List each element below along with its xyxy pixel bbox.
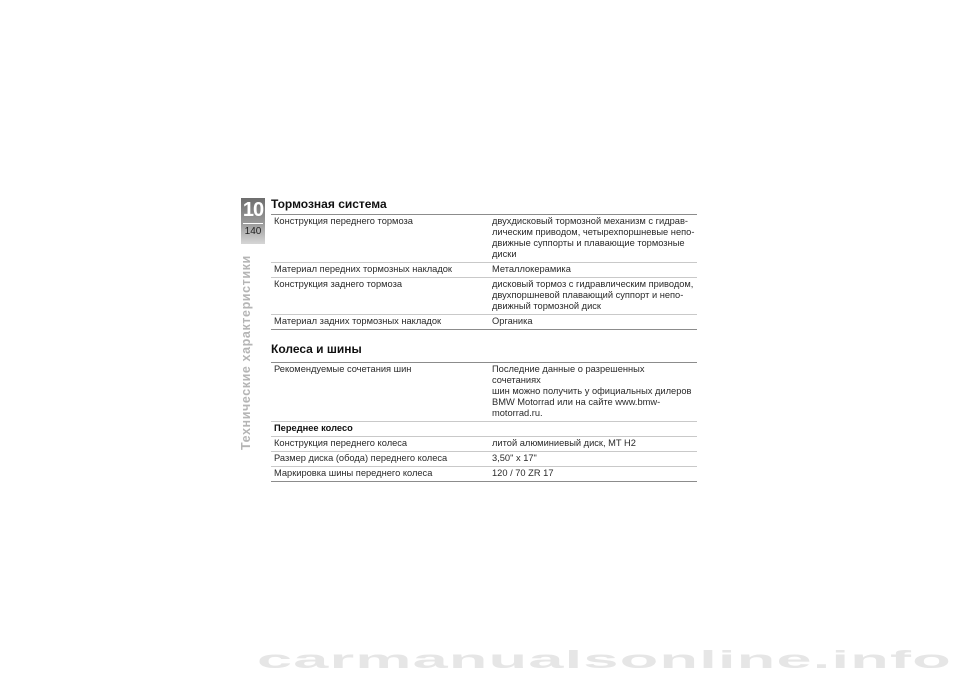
spec-value-line: дисковый тормоз с гидравлическим приводом, [492, 279, 694, 289]
svg-text:carmanualsonline.info: carmanualsonline.info [257, 646, 952, 674]
spec-value-line: двухпоршневой плавающий суппорт и непо- [492, 290, 684, 300]
table-row [271, 452, 697, 467]
wheels-section [271, 341, 697, 482]
chapter-number: 10 [242, 199, 264, 221]
table-row [271, 278, 697, 315]
spec-label: Конструкция заднего тормоза [271, 278, 492, 315]
table-row [271, 215, 697, 263]
spec-value: 120 / 70 ZR 17 [492, 467, 697, 482]
spec-value: литой алюминиевый диск, MT H2 [492, 437, 697, 452]
chapter-title-vertical: Технические характеристики [239, 255, 253, 450]
wheels-heading: Колеса и шины [271, 342, 362, 356]
brakes-section [271, 196, 697, 330]
chapter-divider [243, 223, 263, 224]
spec-label: Материал передних тормозных накладок [271, 263, 492, 278]
spec-label: Рекомендуемые сочетания шин [271, 363, 492, 422]
spec-value: 3,50" x 17" [492, 452, 697, 467]
spec-value-line: движный тормозной диск [492, 301, 601, 311]
spec-value-line: лическим приводом, четырехпоршневые непо- [492, 227, 695, 237]
table-row [271, 467, 697, 482]
spec-value-line: диски [492, 249, 517, 259]
table-row [271, 263, 697, 278]
spec-label: Конструкция переднего колеса [271, 437, 492, 452]
spec-value [492, 215, 697, 263]
wheels-table [271, 362, 697, 482]
spec-value-line: Последние данные о разрешенных сочетаниях [492, 364, 645, 385]
table-row [271, 422, 697, 437]
page-number: 140 [244, 226, 262, 237]
brakes-table [271, 214, 697, 330]
brakes-heading: Тормозная система [271, 197, 387, 211]
spec-value [492, 278, 697, 315]
spec-label: Конструкция переднего тормоза [271, 215, 492, 263]
spec-value-line: двухдисковый тормозной механизм с гидрав- [492, 216, 689, 226]
spec-label: Размер диска (обода) переднего колеса [271, 452, 492, 467]
spec-label: Маркировка шины переднего колеса [271, 467, 492, 482]
table-row [271, 437, 697, 452]
spec-value [492, 363, 697, 422]
table-row [271, 315, 697, 330]
spec-label: Материал задних тормозных накладок [271, 315, 492, 330]
spec-value-line: движные суппорты и плавающие тормозные [492, 238, 685, 248]
front-wheel-subheading: Переднее колесо [271, 422, 697, 437]
spec-value-line: BMW Motorrad или на сайте www.bmw- [492, 397, 661, 407]
watermark-logo [257, 648, 957, 672]
spec-value-line: motorrad.ru. [492, 408, 543, 418]
spec-value-line: шин можно получить у официальных дилеров [492, 386, 692, 396]
spec-value: Металлокерамика [492, 263, 697, 278]
page-content [271, 196, 697, 482]
spec-value: Органика [492, 315, 697, 330]
table-row [271, 363, 697, 422]
